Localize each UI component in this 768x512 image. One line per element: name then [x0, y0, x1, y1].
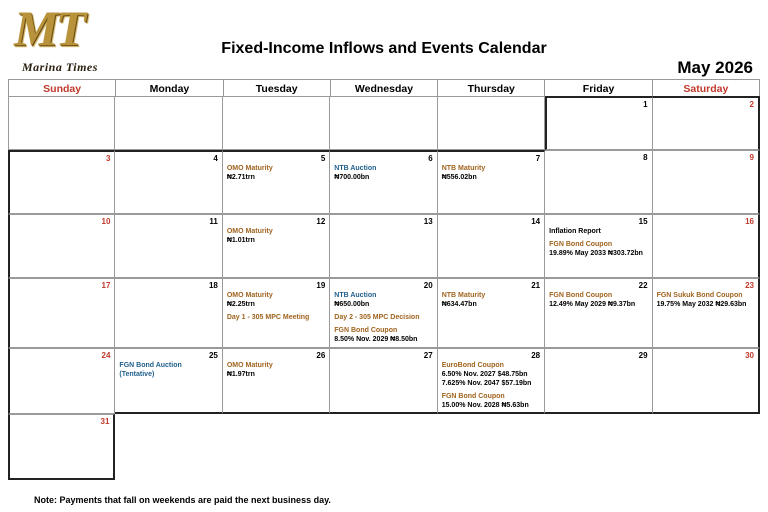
- day-cell-23: [653, 278, 760, 348]
- empty-day-cell: [8, 96, 115, 150]
- calendar-event: [227, 164, 325, 182]
- day-number: 11: [209, 217, 218, 226]
- empty-day-cell: [115, 96, 222, 150]
- event-detail: 8.50% Nov. 2029 ₦8.50bn: [334, 336, 418, 343]
- empty-grid-space: [223, 414, 330, 480]
- day-number: 15: [638, 217, 648, 226]
- calendar-event: [334, 291, 432, 309]
- calendar-event: [442, 361, 540, 388]
- day-cell-22: [545, 278, 652, 348]
- day-number: 28: [531, 351, 541, 360]
- day-number: 27: [423, 351, 433, 360]
- day-cell-20: [330, 278, 437, 348]
- weekday-header-thursday: Thursday: [438, 79, 545, 96]
- day-cell-3: [8, 150, 115, 214]
- day-number: 16: [745, 217, 754, 226]
- event-detail: ₦634.47bn: [441, 301, 477, 308]
- day-number: 3: [105, 154, 111, 163]
- event-detail: ₦1.01trn: [226, 237, 255, 244]
- day-number: 8: [643, 153, 648, 162]
- event-label: OMO Maturity: [226, 292, 273, 299]
- day-cell-14: [438, 214, 545, 278]
- day-cell-18: [115, 278, 222, 348]
- empty-day-cell: [223, 96, 330, 150]
- day-cell-2: [653, 96, 760, 150]
- day-cell-30: [653, 348, 760, 414]
- event-label: NTB Auction: [334, 165, 377, 172]
- event-label: FGN Bond Coupon: [549, 292, 613, 299]
- day-number: 12: [316, 217, 326, 226]
- calendar-event: [334, 326, 432, 344]
- calendar-event: [334, 164, 432, 182]
- event-detail: 12.49% May 2029 ₦9.37bn: [549, 301, 636, 308]
- day-number: 30: [745, 351, 754, 360]
- event-detail: 7.625% Nov. 2047 $57.19bn: [441, 380, 532, 387]
- event-detail: ₦2.25trn: [226, 301, 255, 308]
- day-number: 2: [749, 100, 754, 109]
- event-label: Day 1 - 305 MPC Meeting: [226, 314, 310, 321]
- day-number: 23: [745, 281, 754, 290]
- event-label: FGN Bond Coupon: [549, 241, 613, 248]
- footnote: Note: Payments that fall on weekends are paid the next business day.: [34, 495, 331, 505]
- calendar-event: [227, 291, 325, 309]
- event-label: FGN Sukuk Bond Coupon: [656, 292, 743, 299]
- day-number: 29: [638, 351, 648, 360]
- day-number: 31: [100, 417, 110, 426]
- day-cell-28: [438, 348, 545, 414]
- calendar-event: [549, 240, 647, 258]
- day-number: 6: [428, 154, 433, 163]
- day-cell-15: [545, 214, 652, 278]
- day-cell-19: [223, 278, 330, 348]
- calendar-event: [657, 291, 754, 309]
- weekday-header-row: [8, 79, 760, 96]
- calendar: [8, 79, 760, 480]
- calendar-event: [227, 227, 325, 245]
- event-label: FGN Bond Coupon: [334, 327, 398, 334]
- empty-day-cell: [438, 96, 545, 150]
- event-detail: 19.75% May 2032 ₦29.63bn: [656, 301, 747, 308]
- event-label: OMO Maturity: [226, 165, 273, 172]
- month-label: May 2026: [677, 58, 753, 77]
- empty-grid-space: [653, 414, 760, 480]
- day-cell-11: [115, 214, 222, 278]
- day-number: 25: [208, 351, 218, 360]
- day-number: 5: [320, 154, 326, 163]
- event-detail: ₦1.97trn: [226, 371, 255, 378]
- event-label: OMO Maturity: [226, 362, 273, 369]
- day-cell-31: [8, 414, 115, 480]
- event-detail: ₦700.00bn: [334, 174, 370, 181]
- day-number: 4: [213, 154, 218, 163]
- day-cell-7: [438, 150, 545, 214]
- day-cell-29: [545, 348, 652, 414]
- day-cell-4: [115, 150, 222, 214]
- calendar-event: [119, 361, 217, 379]
- day-cell-9: [653, 150, 760, 214]
- day-cell-25: [115, 348, 222, 414]
- day-number: 21: [531, 281, 541, 290]
- day-cell-1: [545, 96, 652, 150]
- event-detail: ₦556.02bn: [441, 174, 477, 181]
- event-detail: (Tentative): [119, 371, 155, 378]
- empty-grid-space: [438, 414, 545, 480]
- day-number: 24: [101, 351, 111, 360]
- empty-grid-space: [545, 414, 652, 480]
- day-number: 22: [638, 281, 648, 290]
- event-label: OMO Maturity: [226, 228, 273, 235]
- day-number: 20: [423, 281, 433, 290]
- calendar-event: [442, 392, 540, 410]
- event-label: NTB Auction: [334, 292, 377, 299]
- day-cell-13: [330, 214, 437, 278]
- day-number: 10: [101, 217, 111, 226]
- day-number: 17: [101, 281, 111, 290]
- weekday-header-saturday: Saturday: [653, 79, 760, 96]
- calendar-event: [334, 313, 432, 322]
- empty-grid-space: [330, 414, 437, 480]
- day-cell-12: [223, 214, 330, 278]
- event-label: EuroBond Coupon: [441, 362, 504, 369]
- weekday-header-sunday: Sunday: [8, 79, 116, 96]
- event-detail: 6.50% Nov. 2027 $48.75bn: [441, 371, 528, 378]
- day-cell-5: [223, 150, 330, 214]
- weekday-header-monday: Monday: [116, 79, 223, 96]
- day-cell-8: [545, 150, 652, 214]
- calendar-grid: [8, 96, 760, 480]
- day-number: 13: [423, 217, 433, 226]
- event-detail: 15.00% Nov. 2028 ₦5.63bn: [441, 402, 529, 409]
- event-label: Day 2 - 305 MPC Decision: [334, 314, 420, 321]
- calendar-event: [442, 291, 540, 309]
- calendar-event: [549, 291, 647, 309]
- day-number: 26: [316, 351, 326, 360]
- logo-name: Marina Times: [22, 60, 98, 74]
- day-cell-27: [330, 348, 437, 414]
- page-title: Fixed-Income Inflows and Events Calendar: [221, 40, 547, 57]
- event-detail: ₦650.00bn: [334, 301, 370, 308]
- event-label: Inflation Report: [549, 228, 601, 235]
- calendar-event: [227, 313, 325, 322]
- weekday-header-wednesday: Wednesday: [331, 79, 438, 96]
- event-label: FGN Bond Auction: [119, 362, 182, 369]
- event-detail: 19.89% May 2033 ₦303.72bn: [549, 250, 643, 257]
- weekday-header-friday: Friday: [545, 79, 652, 96]
- event-label: NTB Maturity: [441, 165, 486, 172]
- day-cell-26: [223, 348, 330, 414]
- day-number: 1: [643, 100, 648, 109]
- day-number: 9: [749, 153, 754, 162]
- event-detail: ₦2.71trn: [226, 174, 255, 181]
- day-number: 19: [316, 281, 326, 290]
- calendar-event: [227, 361, 325, 379]
- empty-grid-space: [115, 414, 222, 480]
- weekday-header-tuesday: Tuesday: [224, 79, 331, 96]
- calendar-event: [442, 164, 540, 182]
- day-cell-6: [330, 150, 437, 214]
- event-label: NTB Maturity: [441, 292, 486, 299]
- day-cell-17: [8, 278, 115, 348]
- event-label: FGN Bond Coupon: [441, 393, 505, 400]
- day-cell-21: [438, 278, 545, 348]
- day-cell-24: [8, 348, 115, 414]
- calendar-event: [549, 227, 647, 236]
- day-number: 14: [531, 217, 541, 226]
- day-number: 7: [535, 154, 541, 163]
- day-number: 18: [208, 281, 218, 290]
- day-cell-16: [653, 214, 760, 278]
- day-cell-10: [8, 214, 115, 278]
- empty-day-cell: [330, 96, 437, 150]
- logo-mark: MT: [14, 0, 83, 56]
